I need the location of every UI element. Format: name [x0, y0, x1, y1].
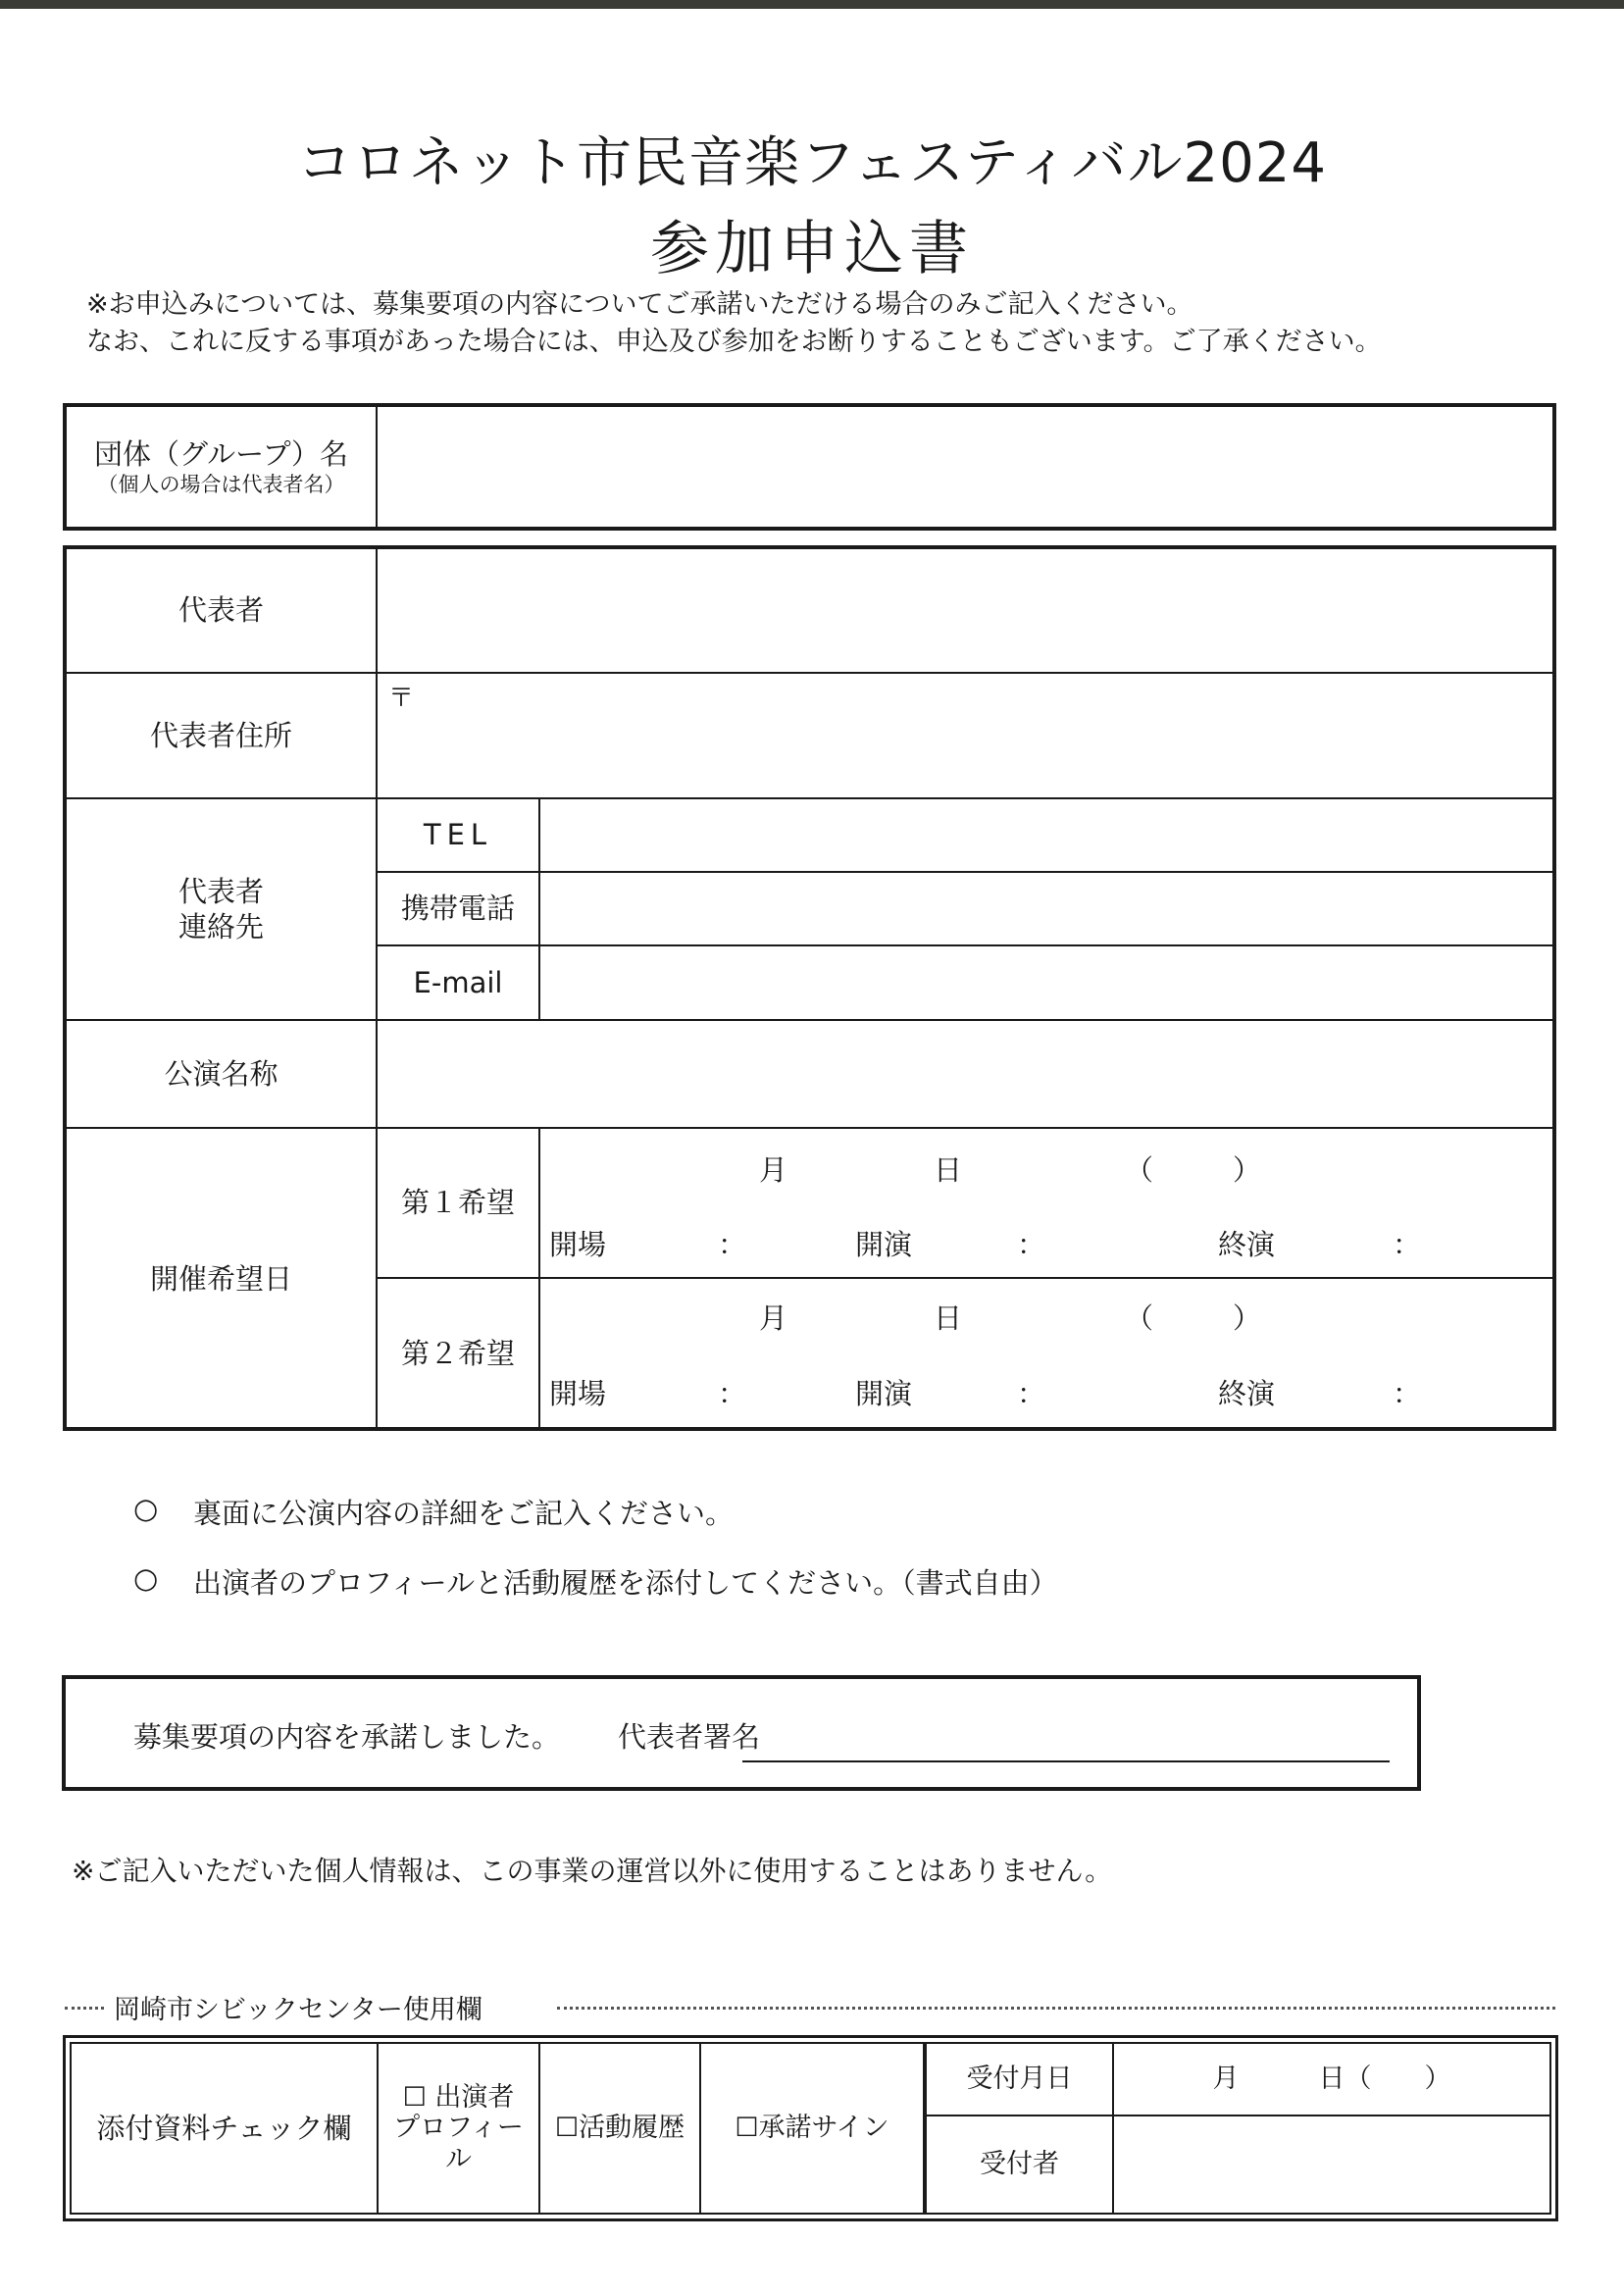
- choice-1-field[interactable]: [541, 1129, 1553, 1277]
- choice-2-start: 開演: [855, 1377, 913, 1410]
- desired-date-label: 開催希望日: [149, 1261, 292, 1296]
- performance-name-label: 公演名称: [164, 1056, 279, 1091]
- group-name-label: 団体（グループ）名: [94, 436, 348, 471]
- choice-2-end: 終演: [1218, 1377, 1276, 1410]
- choice-2-doors-colon: ：: [718, 1377, 747, 1410]
- email-field[interactable]: [541, 946, 1553, 1019]
- contact-label-line-1: 代表者: [178, 874, 264, 908]
- group-name-sublabel: （個人の場合は代表者名）: [97, 473, 345, 496]
- signature-field[interactable]: [742, 1708, 1390, 1762]
- page-title: コロネット市民音楽フェスティバル2024: [296, 131, 1328, 195]
- office-use-heading: 岡崎市シビックセンター使用欄: [114, 1995, 482, 2025]
- choice-2-paren-open: （: [1125, 1301, 1154, 1335]
- address-field[interactable]: [379, 674, 1553, 797]
- mobile-label: 携帯電話: [400, 892, 515, 926]
- bullet-text-1: 裏面に公演内容の詳細をご記入ください。: [193, 1497, 735, 1530]
- choice-1-paren-open: （: [1125, 1153, 1154, 1187]
- bullet-mark-1: ○: [133, 1492, 159, 1525]
- choice-2-month: 月: [759, 1301, 788, 1335]
- choice-1-month: 月: [759, 1153, 788, 1187]
- group-name-label-cell: [67, 407, 376, 527]
- choice-1-doors-colon: ：: [718, 1228, 747, 1261]
- signature-label: 代表者署名: [618, 1720, 761, 1754]
- choice-2-day: 日: [934, 1301, 963, 1335]
- email-label: E-mail: [413, 965, 503, 999]
- check-performer-profile[interactable]: [379, 2044, 538, 2213]
- check-performer-profile-line-3: ル: [445, 2143, 472, 2174]
- choice-1-end-colon: ：: [1393, 1228, 1422, 1261]
- contact-label-cell: [67, 799, 376, 1019]
- tel-label: TEL: [423, 818, 493, 852]
- check-performer-profile-line-1: ☐ 出演者: [402, 2082, 515, 2114]
- choice-1-start-colon: ：: [1017, 1228, 1046, 1261]
- choice-2-start-colon: ：: [1017, 1377, 1046, 1410]
- performance-name-field[interactable]: [379, 1021, 1553, 1127]
- bullet-text-2: 出演者のプロフィールと活動履歴を添付してください。（書式自由）: [193, 1566, 1058, 1600]
- check-performer-profile-line-2: プロフィー: [393, 2113, 524, 2144]
- choice-1-doors: 開場: [549, 1228, 607, 1261]
- choice-2-paren-close: ）: [1233, 1301, 1262, 1335]
- consent-text: 募集要項の内容を承諾しました。: [133, 1720, 561, 1754]
- choice-1-paren-close: ）: [1233, 1153, 1262, 1187]
- contact-label-line-2: 連絡先: [178, 910, 264, 943]
- choice-1-label: 第１希望: [400, 1186, 515, 1220]
- choice-1-start: 開演: [855, 1228, 913, 1261]
- representative-field[interactable]: [379, 549, 1553, 672]
- notice-line-1: ※お申込みについては、募集要項の内容についてご承諾いただける場合のみご記入ください。: [86, 289, 1193, 320]
- choice-1-end: 終演: [1218, 1228, 1276, 1261]
- receiver-label: 受付者: [980, 2149, 1059, 2180]
- received-date-field[interactable]: 月 日（ ）: [1212, 2064, 1451, 2095]
- receiver-field[interactable]: [1114, 2116, 1549, 2213]
- received-date-label: 受付月日: [966, 2064, 1073, 2095]
- scan-top-edge: [0, 0, 1624, 9]
- mobile-field[interactable]: [541, 873, 1553, 944]
- choice-1-day: 日: [934, 1153, 963, 1187]
- bullet-mark-2: ○: [133, 1561, 159, 1595]
- check-consent-signature[interactable]: ☐承諾サイン: [735, 2113, 889, 2144]
- address-label: 代表者住所: [149, 718, 292, 752]
- form-subtitle: 参加申込書: [650, 215, 974, 283]
- tel-field[interactable]: [541, 799, 1553, 871]
- privacy-note: ※ご記入いただいた個人情報は、この事業の運営以外に使用することはありません。: [72, 1855, 1113, 1887]
- group-name-field[interactable]: [380, 407, 1552, 527]
- notice-line-2: なお、これに反する事項があった場合には、申込及び参加をお断りすることもございます。ご了承ください。: [86, 327, 1382, 357]
- representative-label: 代表者: [178, 593, 264, 628]
- choice-2-field[interactable]: [541, 1279, 1553, 1429]
- attachment-check-label: 添付資料チェック欄: [96, 2111, 352, 2145]
- choice-2-doors: 開場: [549, 1377, 607, 1410]
- postal-mark: 〒: [388, 684, 415, 713]
- choice-2-end-colon: ：: [1393, 1377, 1422, 1410]
- choice-2-label: 第２希望: [400, 1337, 515, 1371]
- check-activity-history[interactable]: ☐活動履歴: [554, 2113, 685, 2144]
